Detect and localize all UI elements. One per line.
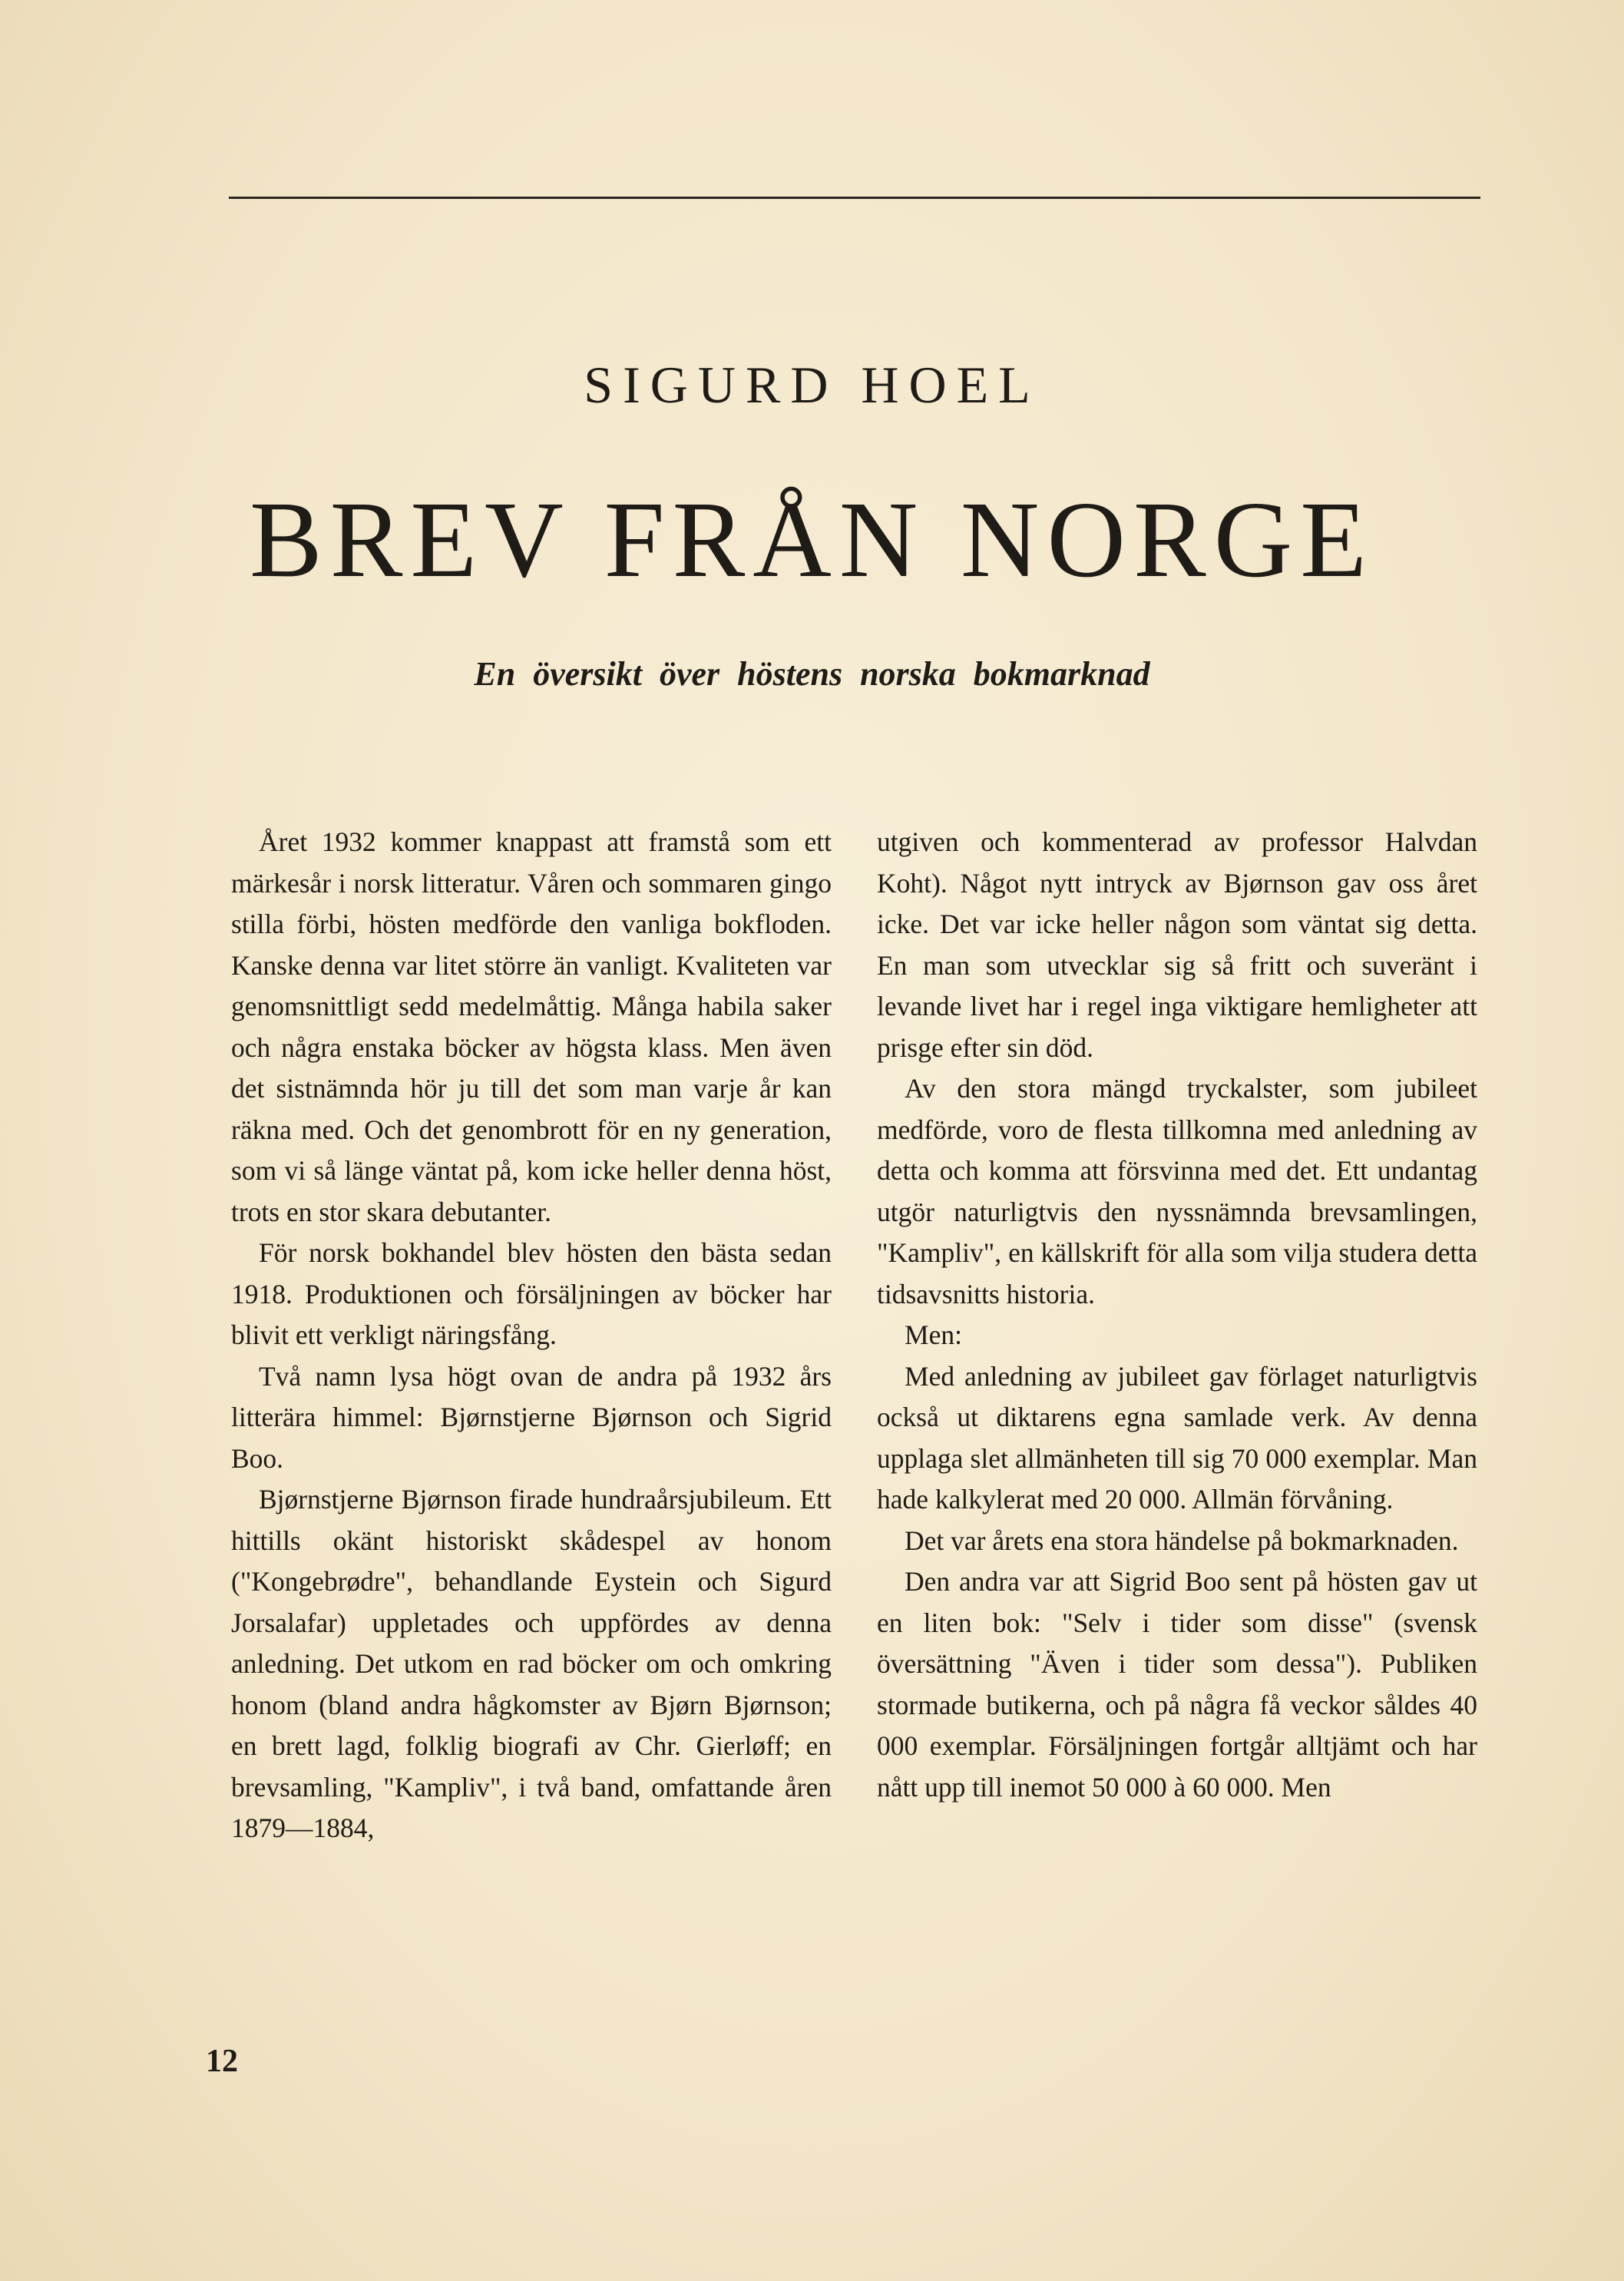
right-column xyxy=(877,822,1477,1808)
paragraph: Det var årets ena stora händelse på bokmarknaden. xyxy=(905,1525,1459,1556)
page-number: 12 xyxy=(206,2044,238,2079)
paragraph: Med anledning av jubileet gav förlaget naturligtvis också ut diktarens egna samlade verk. Av denna upplaga slet allmänheten till sig 70 000 exemplar. Man hade kalkylerat med 20 000. Allmän förvåning. xyxy=(877,1360,1477,1515)
left-column xyxy=(231,822,832,1849)
article-title: BREV FRÅN NORGE xyxy=(249,478,1375,600)
paragraph: Den andra var att Sigrid Boo sent på hösten gav ut en liten bok: "Selv i tider som disse" (svensk översättning "Även i tider som dessa"). Publiken stormade butikerna, och på några få veckor såldes 40 000 exemplar. Försäljningen fortgår alltjämt och har nått upp till inemot 50 000 à 60 000. Men xyxy=(877,1566,1477,1803)
header-rule xyxy=(229,197,1480,199)
article-subtitle: En översikt över höstens norska bokmarknad xyxy=(474,655,1150,693)
paragraph: Av den stora mängd tryckalster, som jubileet medförde, voro de flesta tillkomna med anledning av detta och komma att försvinna med det. Ett undantag utgör naturligtvis den nyssnämnda brevsamlingen, "Kampliv", en källskrift för alla som vilja studera detta tidsavsnitts historia. xyxy=(877,1073,1477,1309)
author-name: SIGURD HOEL xyxy=(584,356,1040,414)
paragraph: Bjørnstjerne Bjørnson firade hundraårsjubileum. Ett hittills okänt historiskt skådespel av honom ("Kongebrødre", behandlande Eystein och Sigurd Jorsalafar) uppletades och uppfördes av denna anledning. Det utkom en rad böcker om och omkring honom (bland andra hågkomster av Bjørn Bjørnson; en brett lagd, folklig biografi av Chr. Gierløff; en brevsamling, "Kampliv", i två band, omfattande åren 1879—1884, xyxy=(231,1484,832,1843)
paragraph: Två namn lysa högt ovan de andra på 1932 års litterära himmel: Bjørnstjerne Bjørnson och Sigrid Boo. xyxy=(231,1360,832,1474)
paragraph: Året 1932 kommer knappast att framstå som ett märkesår i norsk litteratur. Våren och sommaren gingo stilla förbi, hösten medförde den vanliga bokfloden. Kanske denna var litet större än vanligt. Kvaliteten var genomsnittligt sedd medelmåttig. Många habila saker och några enstaka böcker av högsta klass. Men även det sistnämnda hör ju till det som man varje år kan räkna med. Och det genombrott för en ny generation, som vi så länge väntat på, kom icke heller denna höst, trots en stor skara debutanter. xyxy=(231,826,832,1227)
paragraph: Men: xyxy=(905,1319,962,1350)
paragraph: utgiven och kommenterad av professor Halvdan Koht). Något nytt intryck av Bjørnson gav oss året icke. Det var icke heller någon som väntat sig detta. En man som utvecklar sig så fritt och suveränt i levande livet har i regel inga viktigare hemligheter att prisge efter sin död. xyxy=(877,826,1477,1063)
paragraph: För norsk bokhandel blev hösten den bästa sedan 1918. Produktionen och försäljningen av böcker har blivit ett verkligt näringsfång. xyxy=(231,1237,832,1350)
